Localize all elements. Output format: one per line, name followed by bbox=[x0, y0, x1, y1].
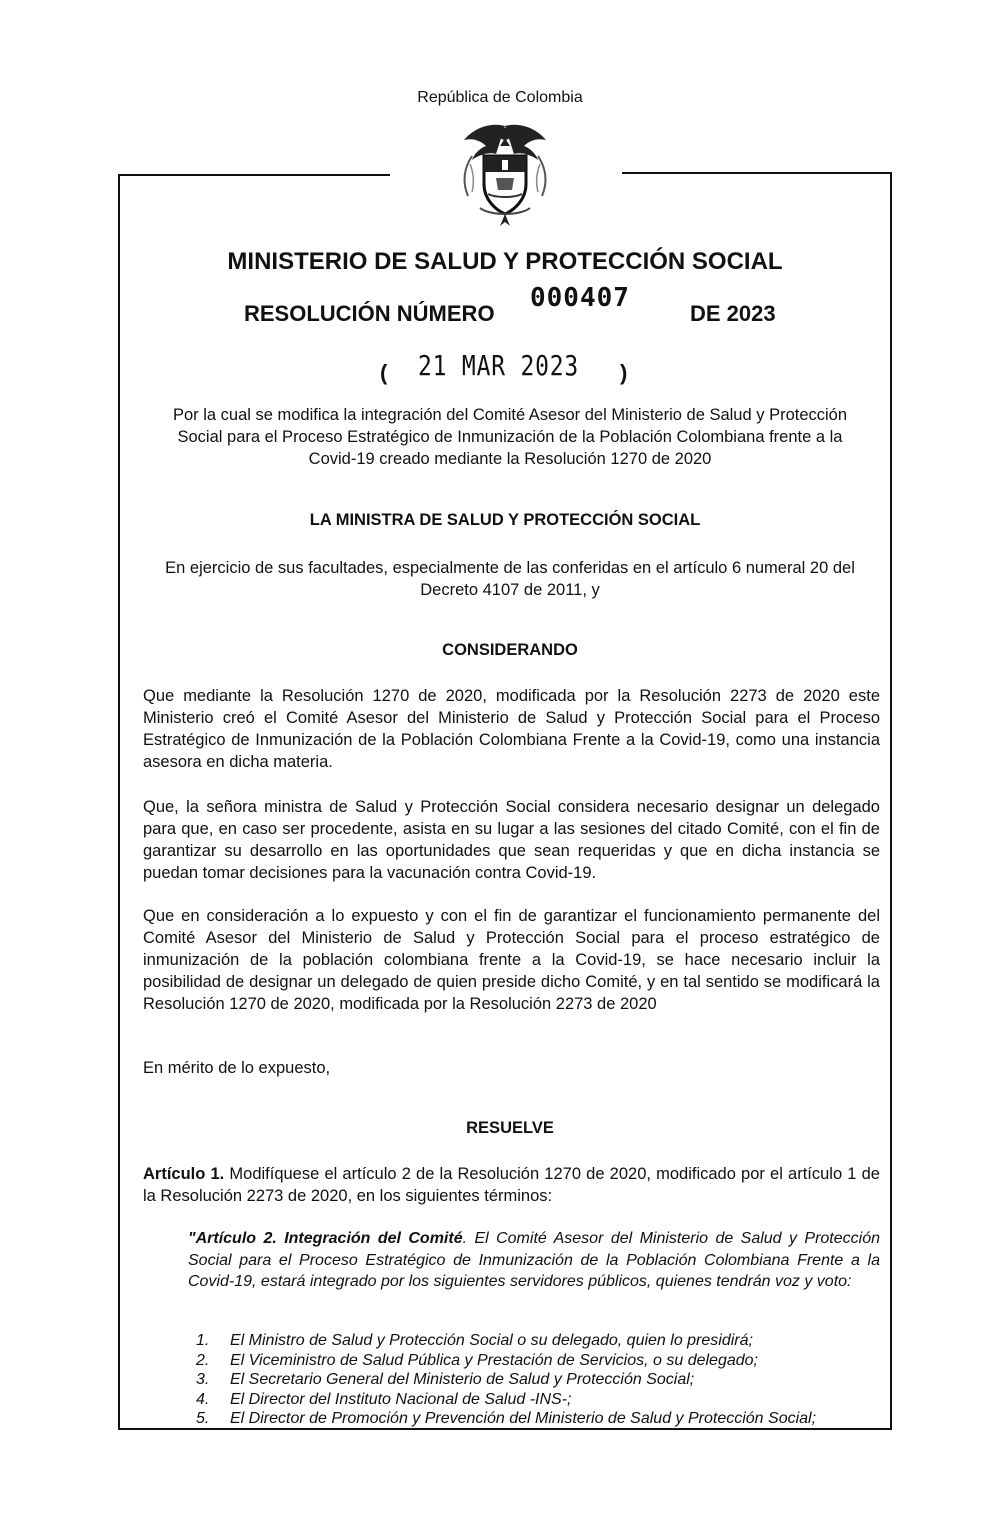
article-1-label: Artículo 1. bbox=[143, 1165, 225, 1183]
list-item bbox=[196, 1370, 886, 1390]
list-item-number: 1. bbox=[196, 1332, 210, 1349]
date-paren-close: ) bbox=[620, 360, 628, 385]
date-paren-open: ( bbox=[380, 360, 388, 385]
resolution-date-stamp: 21 MAR 2023 bbox=[418, 349, 580, 382]
frame-top-left-line bbox=[118, 174, 390, 176]
resolution-summary: Por la cual se modifica la integración del Comité Asesor del Ministerio de Salud y Protección Social para el Proceso Estratégico de Inmunización de la Población Colombiana frente a la Covid-19 creado mediante la Resolución 1270 de 2020 bbox=[172, 406, 848, 468]
resolution-number-stamp: 000407 bbox=[530, 283, 630, 313]
list-item-text: El Director del Instituto Nacional de Salud -INS-; bbox=[230, 1390, 572, 1408]
article-1-paragraph bbox=[143, 1163, 880, 1207]
article-1-text: Modifíquese el artículo 2 de la Resolución 1270 de 2020, modificado por el artículo 1 de la Resolución 2273 de 2020, en los siguientes términos: bbox=[143, 1165, 880, 1205]
list-item-text: El Viceministro de Salud Pública y Prestación de Servicios, o su delegado; bbox=[230, 1351, 758, 1369]
frame-top-right-line bbox=[622, 172, 892, 174]
considerando-paragraph-4: En mérito de lo expuesto, bbox=[143, 1059, 331, 1077]
committee-members-list bbox=[196, 1331, 886, 1429]
list-item-text: El Ministro de Salud y Protección Social o su delegado, quien lo presidirá; bbox=[230, 1332, 753, 1349]
list-item bbox=[196, 1390, 886, 1410]
list-item-number: 3. bbox=[196, 1371, 210, 1388]
resolution-year: DE 2023 bbox=[690, 301, 776, 326]
article-2-quote bbox=[188, 1228, 880, 1293]
ministry-title: MINISTERIO DE SALUD Y PROTECCIÓN SOCIAL bbox=[227, 248, 783, 275]
article-2-quote-title: "Artículo 2. Integración del Comité bbox=[188, 1230, 463, 1247]
considerando-paragraph-2: Que, la señora ministra de Salud y Protección Social considera necesario designar un delegado para que, en caso ser procedente, asista en su lugar a las sesiones del citado Comité, con el fin de garantizar su desarrollo en las oportunidades que sean requeridas y que en dicha instancia se puedan tomar decisiones para la vacunación contra Covid-19. bbox=[143, 798, 880, 882]
list-item bbox=[196, 1331, 886, 1351]
article-2-quote-text: . El Comité Asesor del Ministerio de Salud y Protección Social para el Proceso Estratégico de Inmunización de la Población Colombiana Frente a la Covid-19, estará integrado por los siguientes servidores públicos, quienes tendrán voz y voto: bbox=[188, 1230, 881, 1290]
authority-statement: En ejercicio de sus facultades, especialmente de las conferidas en el artículo 6 numeral 20 del Decreto 4107 de 2011, y bbox=[165, 559, 855, 599]
list-item-text: El Secretario General del Ministerio de Salud y Protección Social; bbox=[230, 1371, 695, 1388]
resolution-label: RESOLUCIÓN NÚMERO bbox=[244, 301, 495, 326]
list-item bbox=[196, 1351, 886, 1371]
list-item-text: El Director de Promoción y Prevención del Ministerio de Salud y Protección Social; bbox=[230, 1410, 817, 1427]
considerando-paragraph-1: Que mediante la Resolución 1270 de 2020, modificada por la Resolución 2273 de 2020 este Ministerio creó el Comité Asesor del Ministerio de Salud y Protección Social para el Proceso Estratégico de Inmunización de la Población Colombiana Frente a la Covid-19, como una instancia asesora en dicha materia. bbox=[143, 687, 880, 771]
considerando-heading: CONSIDERANDO bbox=[442, 641, 578, 659]
list-item-number: 4. bbox=[196, 1390, 210, 1408]
frame-left-line bbox=[118, 175, 120, 1430]
frame-right-line bbox=[890, 172, 892, 1430]
resuelve-heading: RESUELVE bbox=[466, 1119, 554, 1137]
country-heading: República de Colombia bbox=[417, 89, 583, 106]
colombia-coat-of-arms-icon bbox=[450, 120, 560, 230]
minister-title: LA MINISTRA DE SALUD Y PROTECCIÓN SOCIAL bbox=[309, 511, 701, 529]
considerando-paragraph-3: Que en consideración a lo expuesto y con el fin de garantizar el funcionamiento permanente del Comité Asesor del Ministerio de Salud y Protección Social para el proceso estratégico de inmunización de la población colombiana frente a la Covid-19, se hace necesario incluir la posibilidad de designar un delegado de quien preside dicho Comité, y en tal sentido se modificará la Resolución 1270 de 2020, modificada por la Resolución 2273 de 2020 bbox=[143, 907, 880, 1013]
list-item bbox=[196, 1409, 886, 1429]
list-item-number: 5. bbox=[196, 1410, 210, 1427]
list-item-number: 2. bbox=[196, 1351, 210, 1369]
